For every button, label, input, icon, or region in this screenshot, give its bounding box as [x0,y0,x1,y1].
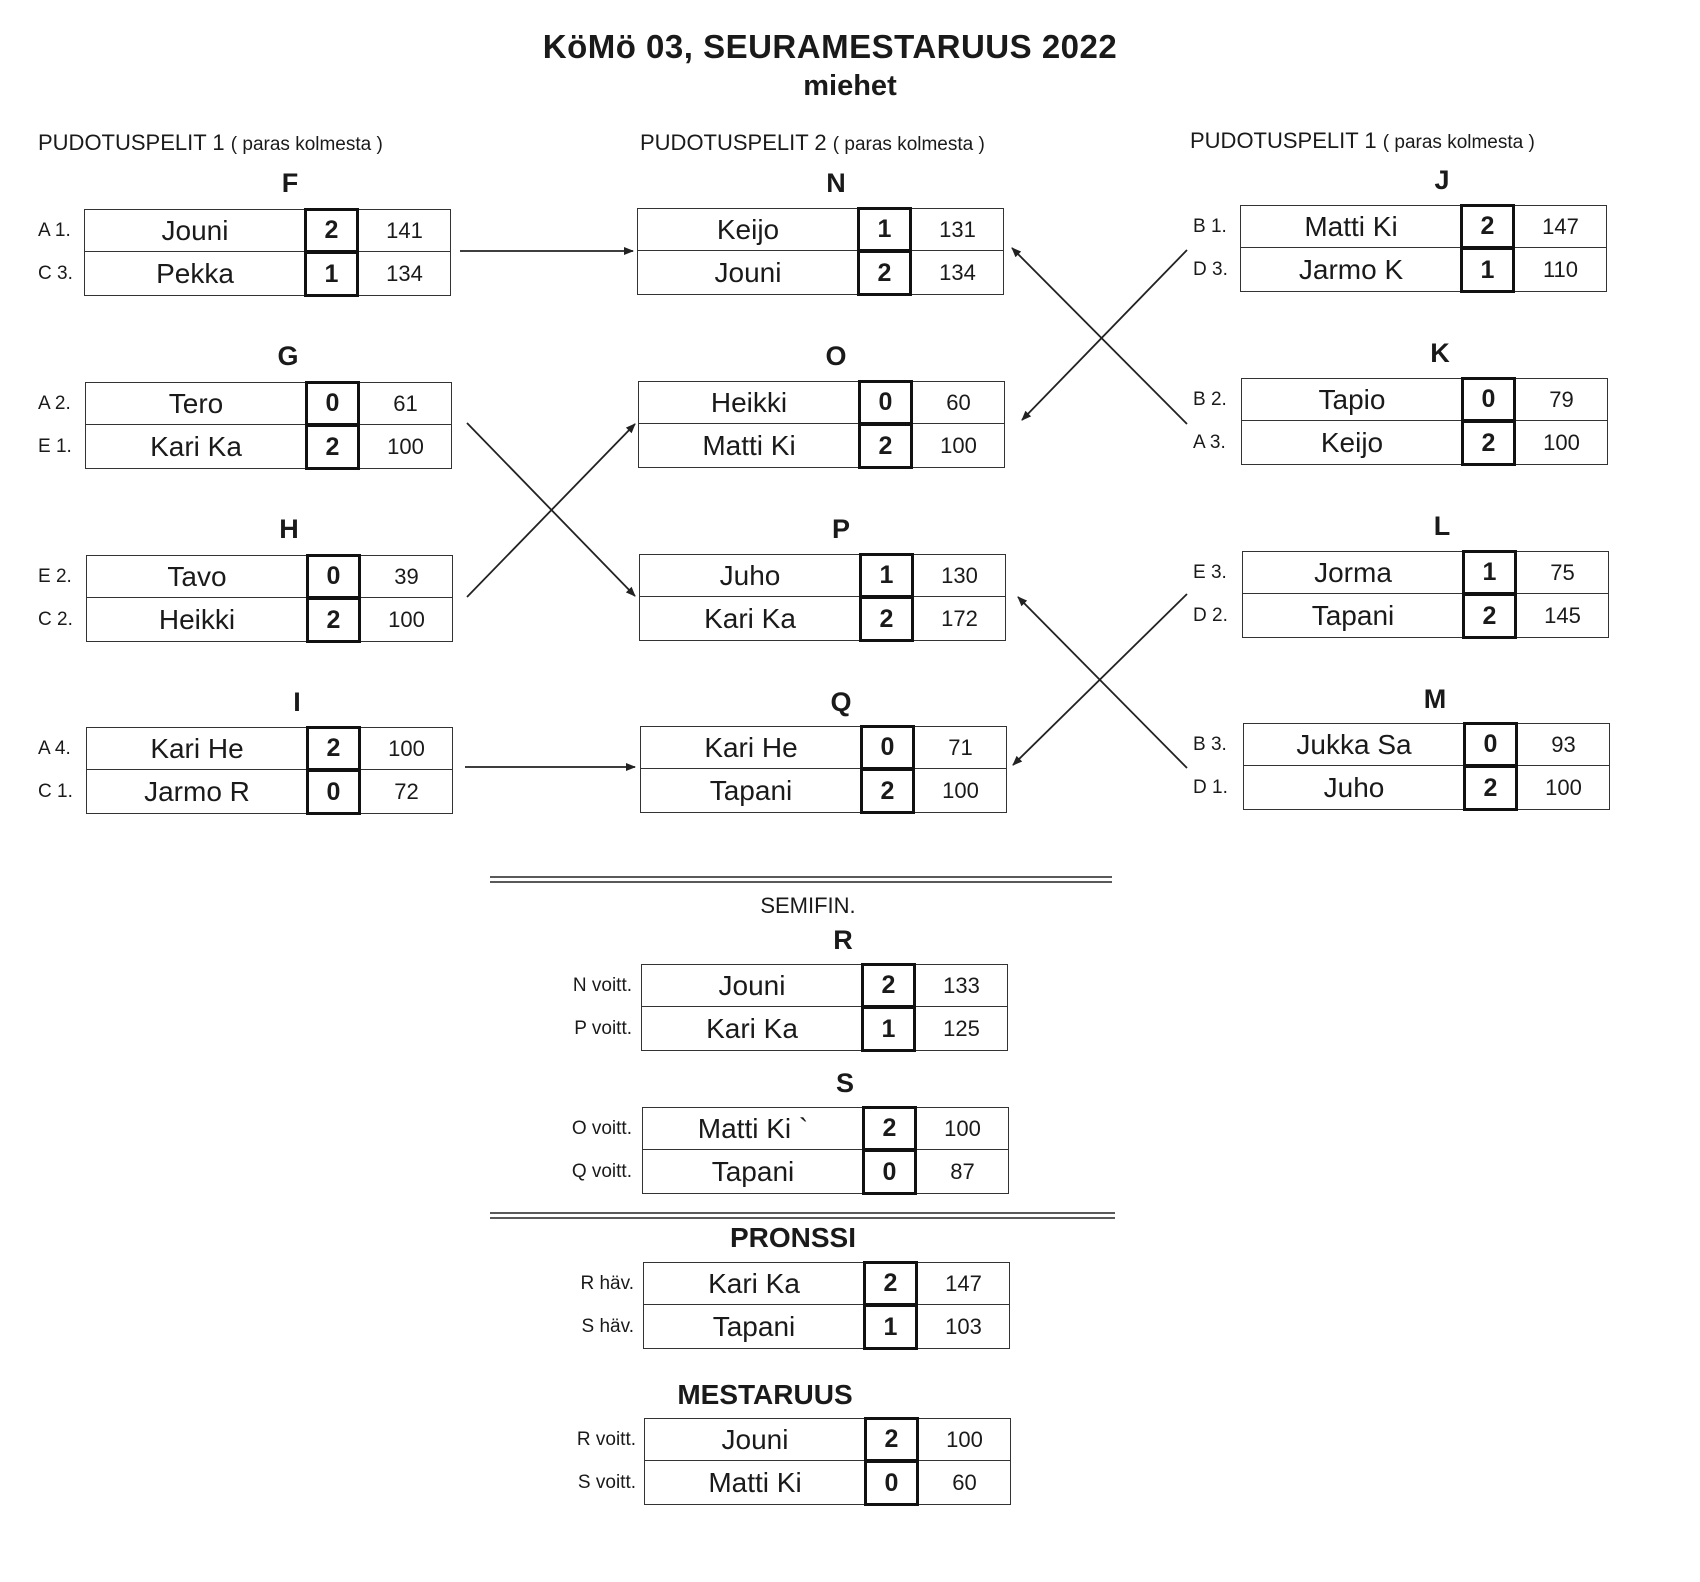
points-score: 145 [1544,602,1581,628]
match-q-label: Q [830,687,852,717]
points-score: 134 [939,259,976,285]
match-m-label: M [1423,684,1447,714]
match-r-label: R [833,925,853,955]
player-name: Kari He [150,732,244,764]
points-score: 60 [952,1469,977,1495]
wins-count: 0 [306,554,361,599]
player-name: Jouni [721,1423,789,1455]
seed-label: E 3. [1193,562,1227,583]
match-l-label: L [1433,511,1451,541]
wins-count: 2 [864,1417,919,1462]
wins-count: 2 [305,424,360,470]
seed-label: D 3. [1193,259,1228,280]
seed-label: E 2. [38,566,72,587]
player-name: Kari Ka [150,430,242,462]
match-j-label: J [1434,165,1450,195]
player-name: Jarmo R [144,775,250,807]
seed-label: A 4. [38,738,71,759]
seed-label: E 1. [38,436,72,457]
points-score: 100 [946,1426,983,1452]
points-score: 93 [1551,731,1576,757]
points-score: 130 [941,562,978,588]
points-score: 100 [942,777,979,803]
seed-label: R häv. [580,1273,634,1294]
points-score: 61 [393,390,418,416]
wins-count: 2 [306,597,361,643]
player-name: Jouni [718,969,786,1001]
wins-count: 1 [861,1006,916,1052]
player-name: Heikki [710,386,788,418]
wins-count: 0 [862,1149,917,1195]
match-n-label: N [826,168,846,198]
wins-count: 0 [305,381,360,426]
column-heading-center-label: PUDOTUSPELIT 2 [640,130,827,155]
bronze-heading: PRONSSI [729,1222,857,1253]
seed-label: D 1. [1193,777,1228,798]
match-o-label: O [825,341,847,371]
match-k-label: K [1430,338,1450,368]
player-name: Tapio [1318,383,1386,415]
player-name: Kari Ka [704,602,796,634]
seed-label: B 2. [1193,389,1227,410]
points-score: 79 [1549,386,1574,412]
player-name: Kari Ka [708,1267,800,1299]
wins-count: 2 [860,768,915,814]
wins-count: 2 [861,963,916,1008]
wins-count: 1 [1462,550,1517,595]
connector-M-to-P [1018,597,1187,768]
points-score: 75 [1550,559,1575,585]
seed-label: S häv. [581,1316,634,1337]
seed-label: N voitt. [572,975,632,996]
player-name: Jukka Sa [1296,728,1412,760]
player-name: Jarmo K [1298,253,1404,285]
wins-count: 0 [864,1460,919,1506]
wins-count: 2 [304,208,359,253]
wins-count: 2 [306,726,361,771]
seed-label: A 3. [1193,432,1226,453]
player-name: Tapani [712,1310,796,1342]
wins-count: 0 [306,769,361,815]
player-name: Juho [719,559,781,591]
seed-label: S voitt. [577,1472,636,1493]
player-name: Tapani [711,1155,795,1187]
final-heading: MESTARUUS [677,1379,853,1410]
player-name: Jouni [714,256,782,288]
wins-count: 0 [1461,377,1516,422]
player-name: Juho [1323,771,1385,803]
wins-count: 1 [859,553,914,598]
points-score: 133 [943,972,980,998]
page-subtitle: miehet [803,70,897,102]
player-name: Tapani [1311,599,1395,631]
wins-count: 2 [1463,765,1518,811]
wins-count: 2 [1461,420,1516,466]
semifinal-heading: SEMIFIN. [760,893,856,918]
points-score: 100 [388,735,425,761]
seed-label: R voitt. [576,1429,636,1450]
wins-count: 0 [860,725,915,770]
wins-count: 2 [1462,593,1517,639]
seed-label: Q voitt. [571,1161,632,1182]
wins-count: 1 [857,207,912,252]
match-g-label: G [277,341,299,371]
points-score: 172 [941,605,978,631]
player-name: Matti Ki [1304,210,1398,242]
seed-label: B 1. [1193,216,1227,237]
seed-label: B 3. [1193,734,1227,755]
points-score: 100 [387,433,424,459]
wins-count: 2 [1460,204,1515,249]
column-heading-left-label: PUDOTUSPELIT 1 [38,130,225,155]
points-score: 110 [1542,256,1579,282]
points-score: 87 [950,1158,975,1184]
points-score: 147 [1542,213,1579,239]
points-score: 100 [1543,429,1580,455]
player-name: Matti Ki [702,429,796,461]
player-name: Keijo [1320,426,1384,458]
player-name: Jorma [1314,556,1392,588]
wins-count: 2 [858,423,913,469]
points-score: 125 [943,1015,980,1041]
column-heading-left-note: ( paras kolmesta ) [230,134,383,155]
player-name: Matti Ki [708,1466,802,1498]
points-score: 134 [386,260,423,286]
player-name: Heikki [158,603,236,635]
column-heading-center-note: ( paras kolmesta ) [832,134,985,155]
player-name: Tero [168,387,224,419]
player-name: Kari He [704,731,798,763]
points-score: 131 [939,216,976,242]
wins-count: 1 [1460,247,1515,293]
match-s-label: S [835,1068,854,1098]
player-name: Keijo [716,213,780,245]
seed-label: C 1. [38,781,73,802]
points-score: 39 [394,563,419,589]
points-score: 72 [394,778,419,804]
column-heading-right-label: PUDOTUSPELIT 1 [1190,128,1377,153]
column-heading-right-note: ( paras kolmesta ) [1382,132,1535,153]
wins-count: 1 [304,251,359,297]
points-score: 71 [948,734,973,760]
points-score: 100 [388,606,425,632]
page-title: KöMö 03, SEURAMESTARUUS 2022 [542,28,1118,65]
connector-J-to-O [1022,250,1187,420]
match-f-label: F [281,168,299,198]
points-score: 147 [945,1270,982,1296]
seed-label: P voitt. [574,1018,632,1039]
points-score: 103 [945,1313,982,1339]
match-i-label: I [293,687,301,717]
connector-K-to-N [1012,248,1187,424]
wins-count: 2 [862,1106,917,1151]
points-score: 100 [940,432,977,458]
player-name: Pekka [156,257,234,289]
player-name: Tapani [709,774,793,806]
match-h-label: H [279,514,299,544]
seed-label: C 2. [38,609,73,630]
wins-count: 1 [863,1304,918,1350]
wins-count: 2 [857,250,912,296]
points-score: 141 [386,217,423,243]
wins-count: 0 [1463,722,1518,767]
points-score: 100 [1545,774,1582,800]
wins-count: 0 [858,380,913,425]
seed-label: A 1. [38,220,71,241]
player-name: Kari Ka [706,1012,798,1044]
seed-label: C 3. [38,263,73,284]
wins-count: 2 [863,1261,918,1306]
match-p-label: P [831,514,850,544]
player-name: Jouni [161,214,229,246]
seed-label: D 2. [1193,605,1228,626]
points-score: 60 [946,389,971,415]
points-score: 100 [944,1115,981,1141]
seed-label: O voitt. [571,1118,632,1139]
player-name: Tavo [167,560,227,592]
wins-count: 2 [859,596,914,642]
player-name: Matti Ki ` [697,1112,809,1144]
seed-label: A 2. [38,393,71,414]
